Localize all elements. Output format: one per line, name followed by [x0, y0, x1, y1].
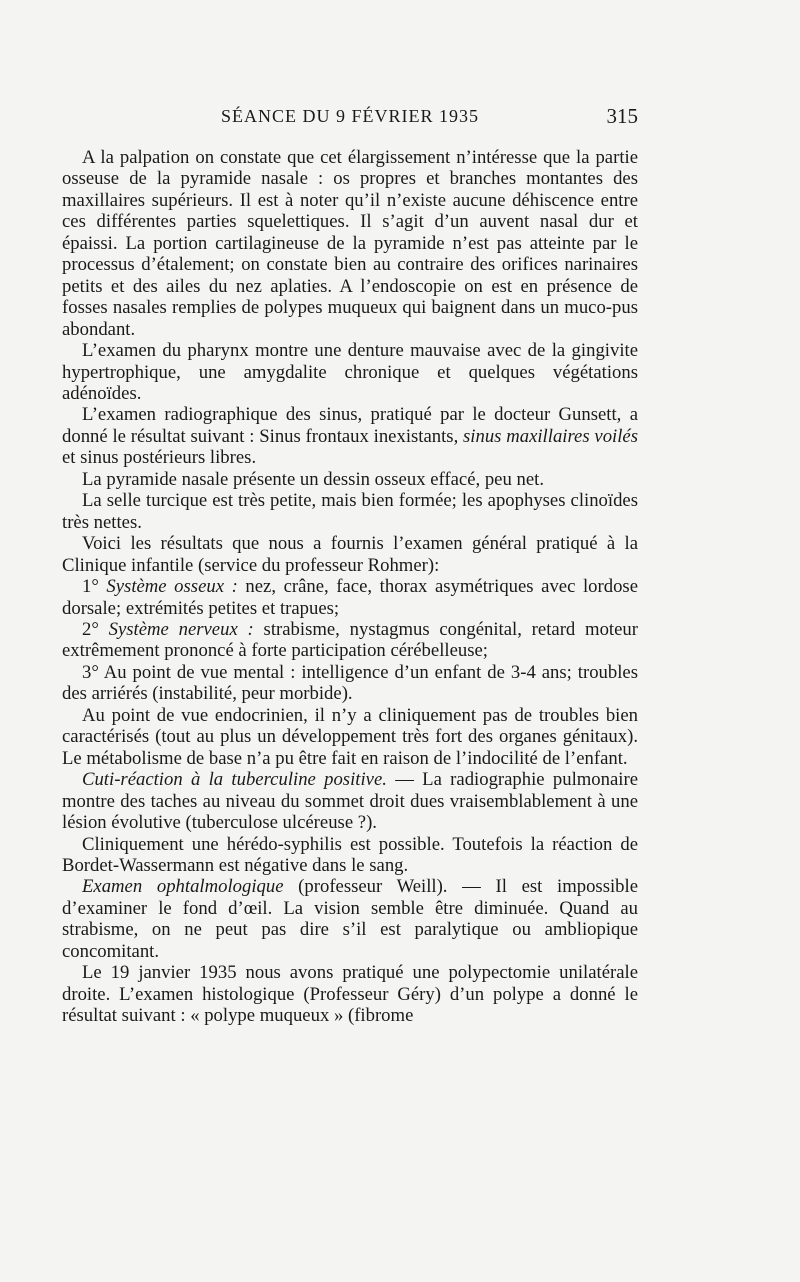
paragraph-italic: Système nerveux : [108, 618, 254, 640]
paragraph-mental: 3° Au point de vue mental : intelligence d’un enfant de 3-4 ans; troubles des arriérés (instabilité, peur morbide). [62, 661, 638, 705]
paragraph-italic: sinus maxillaires voilés [463, 425, 638, 447]
paragraph-text: 2° [82, 618, 109, 640]
paragraph-italic: Cuti-réaction à la tuberculine positive. [82, 769, 387, 791]
page-number: 315 [606, 104, 638, 128]
paragraph-heredo-syphilis: Cliniquement une hérédo-syphilis est possible. Toutefois la réaction de Bordet-Wassermann est négative dans le sang. [62, 833, 638, 876]
paragraph-text: 1° [82, 576, 107, 598]
running-header [62, 104, 638, 134]
paragraph-pharynx: L’examen du pharynx montre une denture mauvaise avec de la gingivite hypertrophique, une amygdalite chronique et quelques végétations adénoïdes. [62, 340, 638, 404]
paragraph-italic: Système osseux : [106, 576, 238, 598]
paragraph-text: L’examen radiographique des sinus, pratiqué par le docteur Gunsett, a donné le résultat suivant : Sinus frontaux inexistants, [62, 404, 638, 447]
paragraph-examen-general: Voici les résultats que nous a fournis l’examen général pratiqué à la Clinique infantile (service du professeur Rohmer): [62, 533, 638, 576]
paragraph-text: (professeur Weill). — Il est impossible d’examiner le fond d’œil. La vision semble être diminuée. Quand au strabisme, on ne peut pas dire s’il est paralytique ou ambliopique concomitant. [62, 876, 638, 962]
paragraph-text: et sinus postérieurs libres. [62, 447, 257, 469]
paragraph-ophtalmologique [62, 876, 638, 962]
paragraph-cuti-reaction [62, 769, 638, 833]
paragraph-polypectomie: Le 19 janvier 1935 nous avons pratiqué une polypectomie unilatérale droite. L’examen histologique (Professeur Géry) d’un polype a donné le résultat suivant : « polype muqueux » (fibrome [62, 962, 638, 1027]
paragraph-selle-turcique: La selle turcique est très petite, mais bien formée; les apophyses clinoïdes très nettes. [62, 490, 638, 533]
paragraph-pyramide: La pyramide nasale présente un dessin osseux effacé, peu net. [82, 468, 544, 490]
paragraph-text: — La radiographie pulmonaire montre des taches au niveau du sommet droit dues vraisemblablement à une lésion évolutive (tuberculose ulcéreuse ?). [62, 769, 638, 834]
paragraph-text: strabisme, nystagmus congénital, retard moteur extrêmement prononcé à forte participation cérébelleuse; [62, 618, 638, 662]
paragraph-endocrinien: Au point de vue endocrinien, il n’y a cliniquement pas de troubles bien caractérisés (tout au plus un développement très fort des organes génitaux). Le métabolisme de base n’a pu être fait en raison de l’indocilité de l’enfant. [62, 704, 638, 769]
paragraph-systeme-osseux [62, 576, 638, 619]
paragraph-italic: Examen ophtalmologique [82, 876, 284, 898]
body-text [62, 147, 638, 1027]
paragraph-radiographie [62, 404, 638, 468]
paragraph-palpation: A la palpation on constate que cet élargissement n’intéresse que la partie osseuse de la pyramide nasale : os propres et branches montantes des maxillaires supérieurs. Il est à noter qu’il n’existe aucune déhiscence entre ces différentes parties squelettiques. Il s’agit d’un auvent nasal dur et épaissi. La portion cartilagineuse de la pyramide n’est pas atteinte par le processus d’étalement; on constate bien au contraire des orifices narinaires petits et des ailes du nez aplaties. A l’endoscopie on est en présence de fosses nasales remplies de polypes muqueux qui baignent dans un muco-pus abondant. [62, 147, 638, 340]
paragraph-systeme-nerveux [62, 619, 638, 662]
running-title: SÉANCE DU 9 FÉVRIER 1935 [220, 106, 479, 126]
paragraph-text: nez, crâne, face, thorax asymétriques avec lordose dorsale; extrémités petites et trapues; [62, 576, 638, 619]
